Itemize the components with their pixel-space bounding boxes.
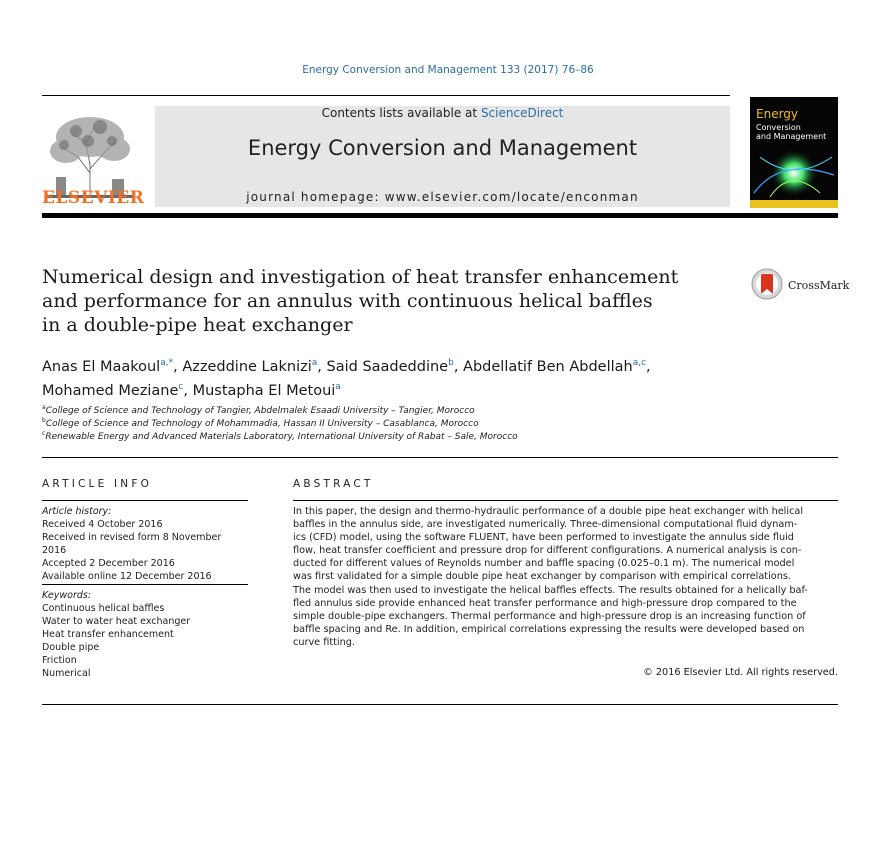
title-line: and performance for an annulus with continuous helical baffles <box>42 290 653 312</box>
cover-subtitle-line: Conversion <box>756 123 801 132</box>
abstract-line: was first validated for a simple double pipe heat exchanger by comparison with empirical correlations. <box>293 571 791 583</box>
journal-cover-thumbnail[interactable] <box>750 97 838 208</box>
affiliation <box>42 404 475 416</box>
history-item: Available online 12 December 2016 <box>42 571 212 582</box>
keyword[interactable]: Double pipe <box>42 642 100 653</box>
crossmark-icon[interactable] <box>751 268 783 300</box>
abstract-body <box>293 505 838 649</box>
author-list <box>42 353 802 401</box>
author[interactable]: Said Saadeddine$^b$ <box>326 358 454 375</box>
history-item: Received 4 October 2016 <box>42 519 163 530</box>
publisher-name: ELSEVIER <box>42 188 145 208</box>
abstract-line: The model was then used to investigate the helical baffles effects. The results obtained for a helically baf- <box>293 584 808 596</box>
author[interactable]: Mohamed Meziane$^c$ <box>42 381 184 399</box>
abstract-line: ics (CFD) model, using the software FLUENT, have been performed to investigate the annulus side fluid <box>293 532 794 544</box>
abstract-line: flow, heat transfer coefficient and pressure drop for different configurations. A numerical analysis is con- <box>293 545 802 557</box>
footer-rule <box>42 704 838 705</box>
affiliation-mark: b <box>42 417 46 424</box>
article-title <box>42 265 702 337</box>
keywords-rule <box>42 584 248 585</box>
keyword[interactable]: Numerical <box>42 668 91 679</box>
affiliation-text: College of Science and Technology of Tangier, Abdelmalek Esaadi University – Tangier, Morocco <box>45 406 475 416</box>
abstract-rule <box>293 500 838 501</box>
history-label: Article history: <box>42 506 112 517</box>
abstract-line: baffles in the annulus side, are investigated numerically. Three-dimensional computational fluid dynam- <box>293 519 798 531</box>
keywords <box>42 589 248 680</box>
keyword[interactable]: Continuous helical baffles <box>42 603 165 614</box>
header-rule <box>42 95 730 96</box>
abstract-line: baffle spacing and Re. In addition, empirical correlations expressing the results were developed based on <box>293 623 805 635</box>
contents-prefix: Contents lists available at <box>321 106 481 120</box>
abstract-line: curve fitting. <box>293 636 355 648</box>
author[interactable]: Mustapha El Metoui$^a$ <box>192 381 341 399</box>
keyword[interactable]: Heat transfer enhancement <box>42 629 174 640</box>
author-affiliation-mark[interactable]: a,* <box>160 358 174 368</box>
section-rule <box>42 457 838 458</box>
keyword[interactable]: Water to water heat exchanger <box>42 616 191 627</box>
affiliation-text: Renewable Energy and Advanced Materials Laboratory, International University of Rabat – Sale, Morocco <box>45 432 518 442</box>
author-separator: , <box>183 382 193 399</box>
author-separator: , <box>317 358 327 375</box>
author-affiliation-mark[interactable]: c <box>178 381 184 392</box>
journal-title: Energy Conversion and Management <box>247 136 638 160</box>
crossmark-label[interactable]: CrossMark <box>788 279 850 292</box>
title-line: in a double-pipe heat exchanger <box>42 314 353 336</box>
abstract-line: fled annulus side provide enhanced heat transfer performance and high-pressure drop compared to the <box>293 597 797 609</box>
author-affiliation-mark[interactable]: a <box>311 358 318 368</box>
abstract-line: ducted for different values of Reynolds number and baffle spacing (0.025–0.1 m). The numerical model <box>293 558 795 570</box>
article-info-rule <box>42 500 248 501</box>
cover-subtitle-line: and Management <box>756 132 827 141</box>
cover-title: Energy <box>756 107 799 121</box>
abstract-line: simple double-pipe exchangers. Thermal performance and high-pressure drop is an increasing function of <box>293 610 806 622</box>
author[interactable]: Azzeddine Laknizi$^a$ <box>182 358 318 375</box>
abstract-heading: ABSTRACT <box>293 478 374 490</box>
cover-subtitle <box>756 123 826 141</box>
affiliation-text: College of Science and Technology of Mohammadia, Hassan II University – Casablanca, Morocco <box>45 419 479 429</box>
author-affiliation-mark[interactable]: a <box>335 381 341 392</box>
history-item: Received in revised form 8 November 2016 <box>42 532 222 556</box>
sciencedirect-link[interactable]: ScienceDirect <box>480 106 564 120</box>
masthead-rule <box>42 213 838 218</box>
author-affiliation-mark[interactable]: a,c <box>632 358 647 368</box>
affiliation <box>42 430 518 442</box>
title-line: Numerical design and investigation of heat transfer enhancement <box>42 266 679 288</box>
author-separator: , <box>646 358 651 375</box>
copyright-notice: © 2016 Elsevier Ltd. All rights reserved. <box>643 667 838 678</box>
affiliation <box>42 417 479 429</box>
journal-homepage[interactable]: journal homepage: www.elsevier.com/locate/enconman <box>246 190 639 204</box>
journal-masthead <box>155 106 730 207</box>
keyword[interactable]: Friction <box>42 655 77 666</box>
keywords-label: Keywords: <box>42 590 92 601</box>
author-separator: , <box>173 358 183 375</box>
author-separator: , <box>453 358 464 375</box>
affiliation-mark: c <box>42 430 46 437</box>
author[interactable]: Anas El Maakoul$^{a,*}$ <box>42 358 174 375</box>
abstract-line: In this paper, the design and thermo-hydraulic performance of a double pipe heat exchanger with helical <box>293 506 804 517</box>
article-history <box>42 505 248 583</box>
article-info-heading: ARTICLE INFO <box>42 478 153 490</box>
journal-citation[interactable]: Energy Conversion and Management 133 (2017) 76–86 <box>302 64 594 76</box>
contents-availability <box>155 106 730 120</box>
affiliation-mark: a <box>42 404 46 411</box>
history-item: Accepted 2 December 2016 <box>42 558 175 569</box>
author-affiliation-mark[interactable]: b <box>448 358 454 368</box>
author[interactable]: Abdellatif Ben Abdellah$^{a,c}$ <box>463 358 647 375</box>
